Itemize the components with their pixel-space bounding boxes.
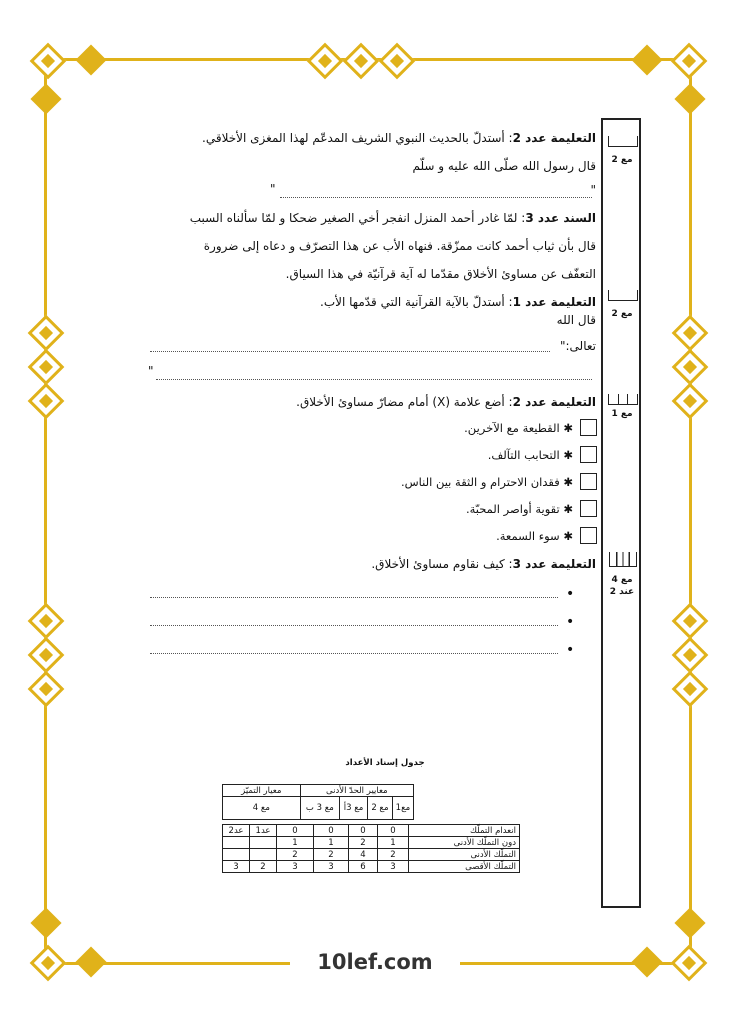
ornament-icon xyxy=(674,907,705,938)
star-icon: ✱ xyxy=(563,421,573,435)
instruction-text: : أستدلّ بالآية القرآنية التي قدّمها الأب. xyxy=(320,295,513,309)
criterion-header: مع 4 xyxy=(223,797,301,820)
ornament-icon xyxy=(672,637,709,674)
ornament-icon xyxy=(672,671,709,708)
support-label: السند عدد 3 xyxy=(525,211,596,225)
ornament-icon xyxy=(75,946,106,977)
table-row: 3 2 3 3 6 3 التملّك الأقصى xyxy=(223,861,520,873)
option-checkbox[interactable] xyxy=(580,527,597,544)
ornament-icon xyxy=(674,83,705,114)
instruction-2-hadith xyxy=(140,130,596,146)
watermark: 10lef.com xyxy=(290,950,460,974)
ornament-icon xyxy=(28,383,65,420)
instruction-label: التعليمة عدد 2 xyxy=(512,131,596,145)
header-minimum: معايير الحدّ الأدنى xyxy=(300,785,413,797)
criterion-header: مع1 xyxy=(392,797,413,820)
answer-line[interactable] xyxy=(150,624,558,626)
ornament-icon xyxy=(672,349,709,386)
instruction-text: : كيف نقاوم مساوئ الأخلاق. xyxy=(371,557,513,571)
table-row: 1 1 2 1 دون التملّك الأدنى xyxy=(223,837,520,849)
bullet-icon: • xyxy=(566,614,575,630)
ornament-icon xyxy=(75,44,106,75)
quote-close: " xyxy=(270,182,276,196)
answer-line[interactable] xyxy=(150,652,558,654)
ornament-icon xyxy=(307,43,344,80)
ornament-icon xyxy=(672,315,709,352)
star-icon: ✱ xyxy=(563,502,573,516)
score-ticks xyxy=(608,394,638,405)
ornament-icon xyxy=(28,315,65,352)
grading-table-title: جدول إسناد الأعداد xyxy=(345,758,425,768)
answer-line[interactable] xyxy=(156,378,592,380)
star-icon: ✱ xyxy=(563,448,573,462)
answer-line[interactable] xyxy=(150,350,550,352)
support-text-line-3: التعفّف عن مساوئ الأخلاق مقدّما له آية قرآنيّة في هذا السياق. xyxy=(285,267,596,281)
criterion-header: مع 3 ب xyxy=(300,797,339,820)
criterion-label: عند 2 xyxy=(609,587,635,597)
criterion-label: مع 1 xyxy=(611,409,633,419)
option-item: ✱ فقدان الاحترام و الثقة بين الناس. xyxy=(400,475,573,489)
table-row: عد2 عد1 0 0 0 0 انعدام التملّك xyxy=(223,825,520,837)
score-ticks xyxy=(608,136,638,147)
instruction-text: : أضع علامة (X) أمام مضارّ مساوئ الأخلاق. xyxy=(296,395,513,409)
quote-close: " xyxy=(148,364,154,378)
support-text-line-2: قال بأن ثياب أحمد كانت ممزّقة. فنهاه الأب عن هذا التصرّف و دعاه إلى ضرورة xyxy=(203,239,596,253)
option-item: ✱ سوء السمعة. xyxy=(496,529,573,543)
star-icon: ✱ xyxy=(563,475,573,489)
hadith-answer-line: " xyxy=(590,183,596,197)
ornament-icon xyxy=(30,907,61,938)
criterion-label: مع 2 xyxy=(611,309,633,319)
hadith-intro: قال رسول الله صلّى الله عليه و سلّم xyxy=(412,159,596,173)
instruction-1-verse xyxy=(140,294,596,310)
ornament-icon xyxy=(30,945,67,982)
option-checkbox[interactable] xyxy=(580,419,597,436)
ornament-icon xyxy=(343,43,380,80)
ornament-icon xyxy=(672,603,709,640)
ornament-icon xyxy=(28,637,65,674)
score-ticks xyxy=(609,552,637,567)
answer-line[interactable] xyxy=(280,196,592,198)
instruction-label: التعليمة عدد 3 xyxy=(512,557,596,571)
bullet-icon: • xyxy=(566,642,575,658)
ornament-icon xyxy=(30,83,61,114)
criterion-header: مع 2 xyxy=(368,797,393,820)
answer-line[interactable] xyxy=(150,596,558,598)
ornament-icon xyxy=(671,945,708,982)
option-checkbox[interactable] xyxy=(580,473,597,490)
header-excellence: معيار التميّز xyxy=(223,785,301,797)
ornament-icon xyxy=(631,946,662,977)
table-row: 2 2 4 2 التملّك الأدنى xyxy=(223,849,520,861)
allah-said: قال الله xyxy=(556,313,596,327)
ornament-icon xyxy=(30,43,67,80)
score-ticks xyxy=(608,290,638,301)
ornament-icon xyxy=(631,44,662,75)
ornament-icon xyxy=(28,603,65,640)
option-item: ✱ القطيعة مع الآخرين. xyxy=(464,421,573,435)
instruction-label: التعليمة عدد 1 xyxy=(512,295,596,309)
option-checkbox[interactable] xyxy=(580,446,597,463)
support-3 xyxy=(140,210,596,226)
ornament-icon xyxy=(672,383,709,420)
grading-table xyxy=(222,824,520,873)
instruction-3 xyxy=(140,556,596,572)
criterion-label: مع 2 xyxy=(611,155,633,165)
option-item: ✱ التحابب التآلف. xyxy=(487,448,573,462)
taala-label: تعالى:" xyxy=(559,339,596,353)
instruction-text: : أستدلّ بالحديث النبوي الشريف المدعّم لهذا المغزى الأخلاقي. xyxy=(202,131,513,145)
support-text-line-1: : لمّا غادر أحمد المنزل انفجر أخي الصغير ضحكا و لمّا سألناه السبب xyxy=(189,211,526,225)
instruction-2-check xyxy=(140,394,596,410)
option-checkbox[interactable] xyxy=(580,500,597,517)
star-icon: ✱ xyxy=(563,529,573,543)
criterion-header: مع 3أ xyxy=(340,797,368,820)
grading-table-header xyxy=(222,784,414,820)
bullet-icon: • xyxy=(566,586,575,602)
ornament-icon xyxy=(28,671,65,708)
evaluation-column xyxy=(601,118,641,908)
instruction-label: التعليمة عدد 2 xyxy=(512,395,596,409)
criterion-label: مع 4 xyxy=(611,575,633,585)
ornament-icon xyxy=(28,349,65,386)
option-item: ✱ تقوية أواصر المحبّة. xyxy=(465,502,573,516)
ornament-icon xyxy=(379,43,416,80)
ornament-icon xyxy=(671,43,708,80)
